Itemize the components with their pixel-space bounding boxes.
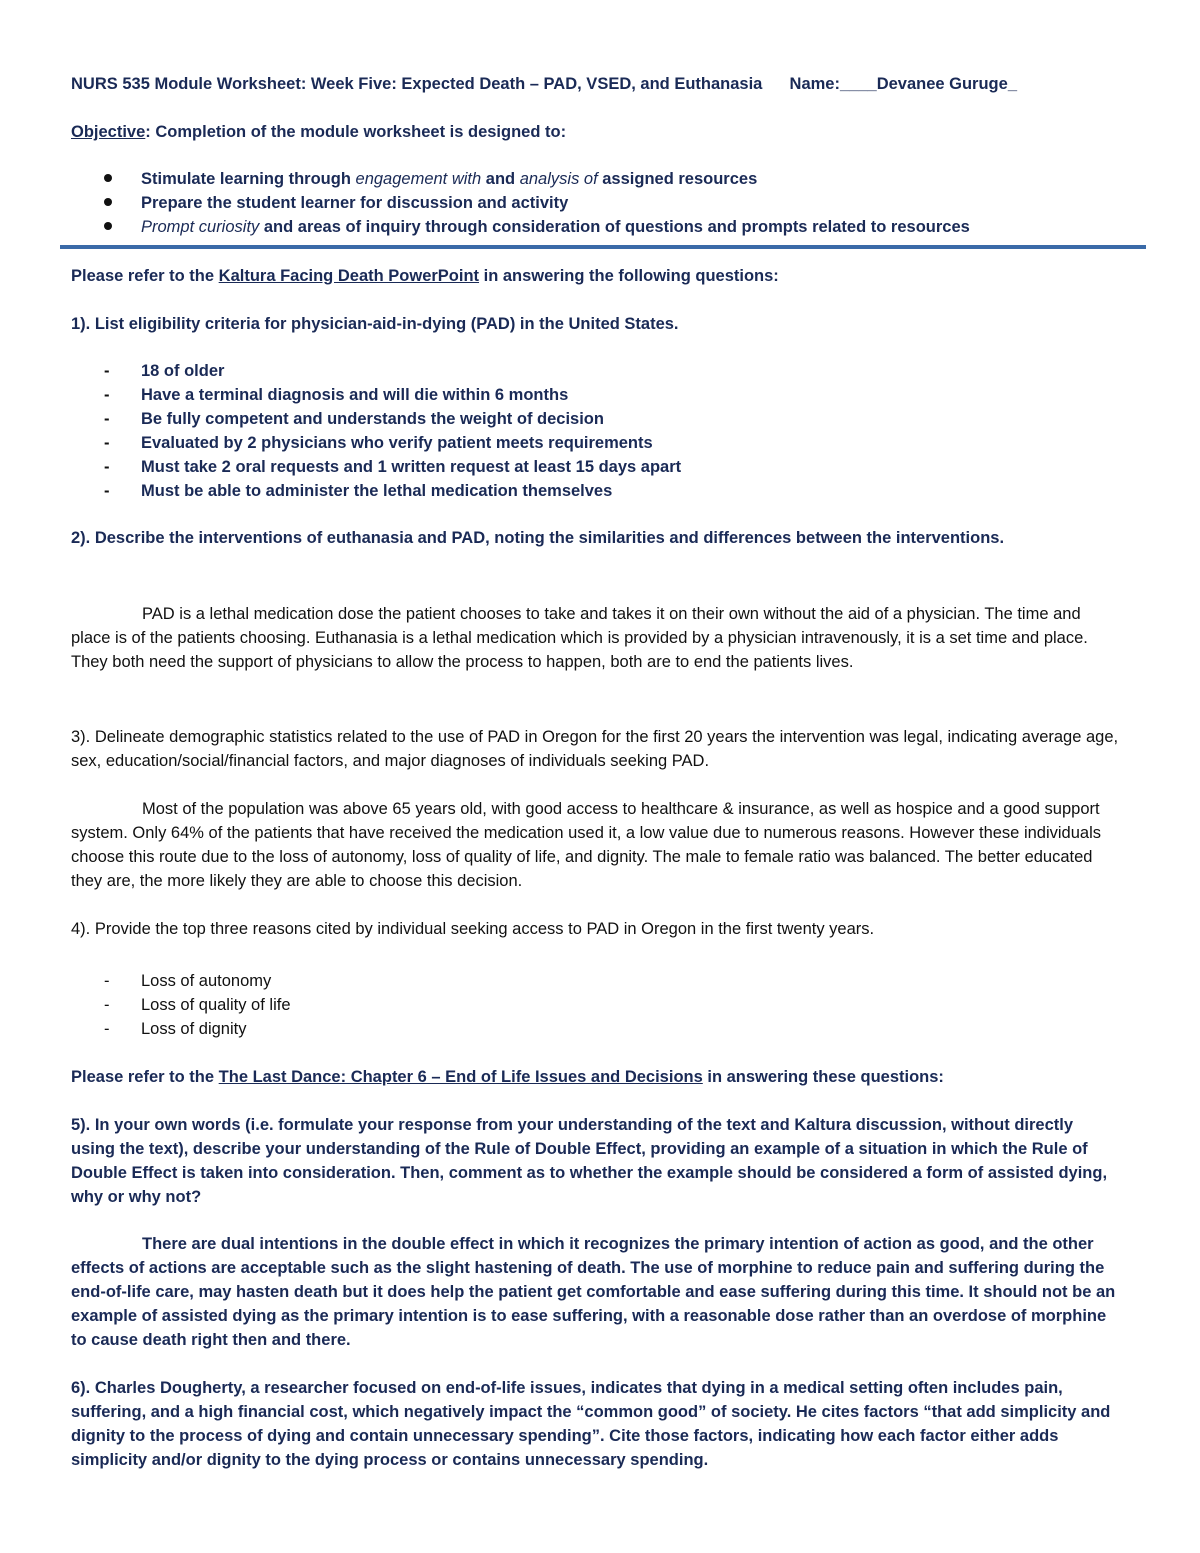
section-instruction-2 xyxy=(71,1065,944,1089)
bullet-icon xyxy=(104,198,112,206)
worksheet-title: NURS 535 Module Worksheet: Week Five: Expected Death – PAD, VSED, and Euthanasia xyxy=(71,75,763,93)
dash-icon: - xyxy=(104,458,110,476)
bullet-emphasis: engagement with xyxy=(355,170,482,188)
dash-icon: - xyxy=(104,972,110,990)
dash-icon: - xyxy=(104,996,110,1014)
bullet-icon xyxy=(104,174,112,182)
bullet-emphasis: Prompt curiosity xyxy=(141,218,260,236)
bullet-text: Stimulate learning through xyxy=(141,170,356,188)
answer-item: Evaluated by 2 physicians who verify patient meets requirements xyxy=(141,434,653,452)
objective-bullet-1 xyxy=(141,167,757,191)
dash-icon: - xyxy=(104,482,110,500)
answer-item: Must be able to administer the lethal medication themselves xyxy=(141,482,613,500)
answer-item: 18 of older xyxy=(141,362,225,380)
bullet-emphasis: analysis of xyxy=(519,170,598,188)
question-2: 2). Describe the interventions of euthanasia and PAD, noting the similarities and differences between the interventions. xyxy=(71,529,1005,547)
resource-title: Kaltura Facing Death PowerPoint xyxy=(218,267,480,285)
dash-icon: - xyxy=(104,386,110,404)
objective-bullet-3 xyxy=(141,215,970,239)
bullet-icon xyxy=(104,222,112,230)
question-3: 3). Delineate demographic statistics related to the use of PAD in Oregon for the first 20 years the intervention was legal, indicating average age, sex, education/social/financial factors, and major diagnoses of individuals seeking PAD. xyxy=(71,728,1119,770)
question-5: 5). In your own words (i.e. formulate your response from your understanding of the text and Kaltura discussion, without directly using the text), describe your understanding of the Rule of Double Effect, providing an example of a situation in which the Rule of Double Effect is taken into consideration. Then, comment as to whether the example should be considered a form of assisted dying, why or why not? xyxy=(71,1116,1108,1206)
instruction-text: Please refer to the xyxy=(71,1068,219,1086)
section-instruction-1 xyxy=(71,264,779,288)
answer-2: PAD is a lethal medication dose the patient chooses to take and takes it on their own without the aid of a physician. The time and place is of the patients choosing. Euthanasia is a lethal medication which is provided by a physician intravenously, it is a set time and place. They both need the support of physicians to allow the process to happen, both are to end the patients lives. xyxy=(71,605,1088,671)
student-name: Name:____Devanee Guruge_ xyxy=(789,75,1017,93)
worksheet-header xyxy=(71,72,1017,96)
instruction-text: Please refer to the xyxy=(71,267,219,285)
instruction-text: in answering these questions: xyxy=(702,1068,944,1086)
bullet-text: and areas of inquiry through consideration of questions and prompts related to resources xyxy=(259,218,970,236)
dash-icon: - xyxy=(104,1020,110,1038)
resource-title: The Last Dance: Chapter 6 – End of Life Issues and Decisions xyxy=(218,1068,703,1086)
answer-3: Most of the population was above 65 years old, with good access to healthcare & insurance, as well as hospice and a good support system. Only 64% of the patients that have received the medication used it, a low value due to numerous reasons. However these individuals choose this route due to the loss of autonomy, loss of quality of life, and dignity. The male to female ratio was balanced. The better educated they are, the more likely they are able to choose this decision. xyxy=(71,800,1101,890)
answer-item: Loss of dignity xyxy=(141,1020,247,1038)
dash-icon: - xyxy=(104,410,110,428)
answer-item: Be fully competent and understands the weight of decision xyxy=(141,410,604,428)
objective-label: Objective xyxy=(71,123,146,141)
objective-text: : Completion of the module worksheet is designed to: xyxy=(145,123,567,141)
answer-item: Loss of quality of life xyxy=(141,996,291,1014)
question-6: 6). Charles Dougherty, a researcher focused on end-of-life issues, indicates that dying in a medical setting often includes pain, suffering, and a high financial cost, which negatively impact the “common good” of society. He cites factors “that add simplicity and dignity to the process of dying and contain unnecessary spending”. Cite those factors, indicating how each factor either adds simplicity and/or dignity to the dying process or contains unnecessary spending. xyxy=(71,1379,1111,1469)
dash-icon: - xyxy=(104,434,110,452)
question-4: 4). Provide the top three reasons cited by individual seeking access to PAD in Oregon in the first twenty years. xyxy=(71,920,875,938)
answer-item: Loss of autonomy xyxy=(141,972,272,990)
instruction-text: in answering the following questions: xyxy=(479,267,779,285)
objective-bullet-2: Prepare the student learner for discussion and activity xyxy=(141,194,569,212)
bullet-text: and xyxy=(481,170,520,188)
section-divider xyxy=(60,245,1146,249)
answer-item: Have a terminal diagnosis and will die within 6 months xyxy=(141,386,569,404)
question-1: 1). List eligibility criteria for physician-aid-in-dying (PAD) in the United States. xyxy=(71,315,679,333)
objective-line xyxy=(71,120,566,144)
answer-5: There are dual intentions in the double effect in which it recognizes the primary intention of action as good, and the other effects of actions are acceptable such as the slight hastening of death. The use of morphine to reduce pain and suffering during the end-of-life care, may hasten death but it does help the patient get comfortable and ease suffering during this time. It should not be an example of assisted dying as the primary intention is to ease suffering, with a reasonable dose rather than an overdose of morphine to cause death right then and there. xyxy=(71,1235,1116,1349)
dash-icon: - xyxy=(104,362,110,380)
bullet-text: assigned resources xyxy=(597,170,758,188)
answer-item: Must take 2 oral requests and 1 written request at least 15 days apart xyxy=(141,458,682,476)
